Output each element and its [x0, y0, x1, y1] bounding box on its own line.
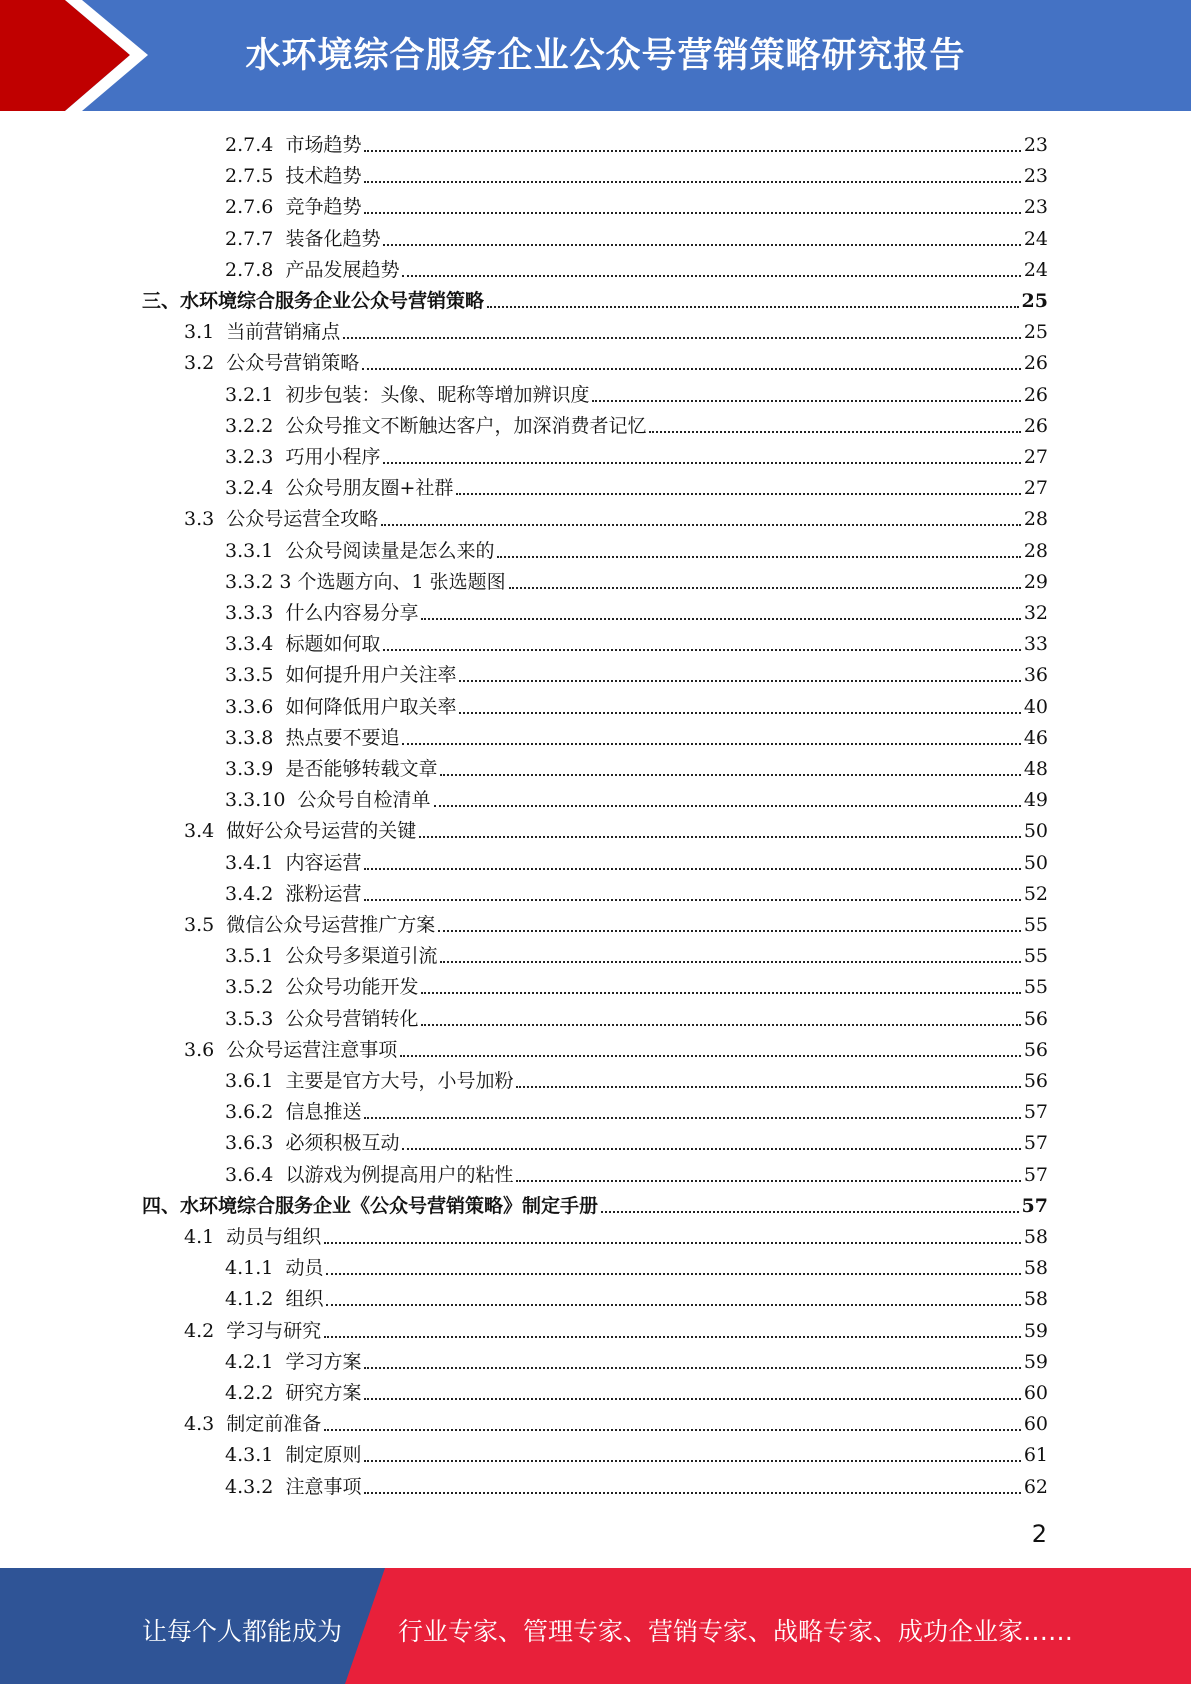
toc-entry[interactable] — [225, 1001, 1048, 1032]
toc-entry-number: 3.3.3 — [225, 602, 286, 624]
toc-entry-title: 公众号朋友圈+社群 — [285, 477, 454, 500]
toc-entry-page: 29 — [1023, 570, 1048, 593]
toc-entry-page: 58 — [1023, 1288, 1048, 1311]
toc-dot-leader — [516, 1179, 1020, 1182]
toc-entry[interactable] — [225, 689, 1048, 720]
toc-entry-number: 3.2.3 — [225, 446, 286, 468]
toc-dot-leader — [383, 648, 1020, 651]
toc-dot-leader — [438, 929, 1021, 932]
toc-dot-leader — [459, 711, 1020, 714]
toc-entry-page: 52 — [1023, 882, 1048, 905]
toc-entry[interactable] — [225, 720, 1048, 751]
toc-dot-leader — [516, 1085, 1020, 1088]
toc-entry[interactable] — [225, 1281, 1048, 1312]
toc-entry-title: 涨粉运营 — [285, 882, 362, 905]
toc-entry-page: 46 — [1023, 726, 1048, 749]
footer-slogan-left: 让每个人都能成为 — [142, 1617, 343, 1646]
toc-entry[interactable] — [225, 408, 1048, 439]
toc-entry-title: 公众号运营全攻略 — [226, 508, 379, 531]
toc-entry-page: 59 — [1023, 1319, 1048, 1342]
toc-dot-leader — [419, 835, 1021, 838]
toc-entry-page: 60 — [1023, 1413, 1048, 1436]
toc-entry[interactable] — [225, 1437, 1048, 1468]
toc-dot-leader — [440, 773, 1020, 776]
toc-entry-page: 58 — [1023, 1257, 1048, 1280]
toc-entry-number: 3.3.5 — [225, 664, 286, 687]
toc-entry-number: 3.2.4 — [225, 477, 286, 500]
toc-entry[interactable] — [225, 876, 1048, 907]
toc-entry-title: 初步包装：头像、昵称等增加辨识度 — [285, 383, 590, 406]
toc-entry-number: 3.4.2 — [225, 882, 286, 905]
toc-entry-title: 什么内容易分享 — [285, 602, 419, 624]
toc-entry-page: 61 — [1023, 1444, 1048, 1467]
toc-entry-number: 4.2 — [184, 1319, 227, 1342]
toc-entry-title: 热点要不要追 — [285, 726, 400, 749]
toc-entry-number: 3.1 — [184, 321, 227, 344]
toc-entry-number: 3.3.4 — [225, 633, 286, 656]
toc-entry-page: 59 — [1023, 1350, 1048, 1373]
toc-entry-number: 4.2.2 — [225, 1382, 286, 1404]
toc-entry-page: 28 — [1023, 508, 1048, 531]
toc-entry-title: 3 个选题方向、1 张选题图 — [279, 570, 506, 593]
toc-dot-leader — [421, 991, 1020, 994]
toc-entry-number: 4.3.2 — [225, 1475, 286, 1498]
toc-entry-title: 以游戏为例提高用户的粘性 — [285, 1163, 514, 1186]
toc-entry-title: 主要是官方大号，小号加粉 — [285, 1070, 514, 1092]
toc-entry-page: 57 — [1023, 1132, 1048, 1155]
toc-entry-page: 36 — [1023, 664, 1048, 687]
toc-entry[interactable] — [225, 564, 1048, 595]
toc-entry-title: 竞争趋势 — [285, 196, 362, 219]
toc-entry-number: 3.3.10 — [225, 789, 298, 812]
toc-entry-number: 3.2 — [184, 352, 227, 375]
toc-entry[interactable] — [184, 501, 1048, 532]
toc-entry-number: 3.5.1 — [225, 945, 286, 968]
toc-dot-leader — [362, 367, 1021, 370]
toc-entry-page: 26 — [1023, 352, 1048, 375]
toc-entry[interactable] — [225, 1063, 1048, 1094]
toc-entry-title: 必须积极互动 — [285, 1132, 400, 1155]
toc-dot-leader — [324, 1241, 1021, 1244]
toc-entry[interactable] — [225, 1344, 1048, 1375]
toc-entry-number: 4.3 — [184, 1413, 227, 1436]
toc-dot-leader — [402, 742, 1020, 745]
toc-entry-number: 3.3.6 — [225, 695, 286, 718]
toc-entry-title: 当前营销痛点 — [226, 321, 341, 344]
toc-entry-page: 57 — [1023, 1163, 1048, 1186]
toc-entry-number: 2.7.5 — [225, 165, 286, 188]
toc-entry[interactable] — [184, 1219, 1048, 1250]
toc-entry-title: 公众号营销转化 — [285, 1007, 419, 1030]
toc-entry-page: 23 — [1023, 165, 1048, 188]
toc-entry-page: 62 — [1023, 1475, 1048, 1498]
toc-entry-number: 3.6 — [184, 1038, 227, 1061]
toc-entry[interactable] — [225, 533, 1048, 564]
toc-entry-title: 如何降低用户取关率 — [285, 695, 457, 718]
toc-entry-page: 60 — [1023, 1382, 1048, 1404]
toc-entry[interactable] — [225, 470, 1048, 501]
toc-entry[interactable] — [184, 314, 1048, 345]
toc-entry-page: 58 — [1023, 1226, 1048, 1248]
toc-entry[interactable] — [142, 1188, 1048, 1219]
toc-entry[interactable] — [184, 1032, 1048, 1063]
toc-entry-title: 是否能够转载文章 — [285, 758, 438, 780]
toc-entry-title: 公众号多渠道引流 — [285, 945, 438, 968]
toc-entry[interactable] — [184, 813, 1048, 844]
toc-entry-page: 25 — [1021, 290, 1048, 312]
toc-entry-page: 50 — [1023, 851, 1048, 874]
toc-entry-title: 制定原则 — [285, 1444, 362, 1467]
toc-entry[interactable] — [225, 127, 1048, 158]
toc-entry-title: 水环境综合服务企业公众号营销策略 — [180, 290, 485, 312]
toc-dot-leader — [326, 1272, 1020, 1275]
toc-dot-leader — [364, 867, 1020, 870]
toc-entry-title: 装备化趋势 — [285, 227, 381, 250]
toc-dot-leader — [421, 617, 1020, 620]
toc-entry-title: 市场趋势 — [285, 134, 362, 156]
toc-entry-title: 公众号阅读量是怎么来的 — [285, 539, 495, 562]
toc-entry-number: 3.6.2 — [225, 1101, 286, 1124]
toc-entry[interactable] — [184, 1406, 1048, 1437]
toc-dot-leader — [364, 1397, 1020, 1400]
toc-entry-number: 3.4 — [184, 820, 227, 843]
toc-dot-leader — [601, 1210, 1019, 1213]
toc-entry-page: 32 — [1023, 602, 1048, 624]
toc-entry-page: 25 — [1023, 321, 1048, 344]
toc-entry-title: 巧用小程序 — [285, 446, 381, 468]
toc-entry[interactable] — [225, 377, 1048, 408]
toc-entry-page: 26 — [1023, 383, 1048, 406]
toc-dot-leader — [421, 1023, 1020, 1026]
toc-entry[interactable] — [225, 158, 1048, 189]
toc-entry[interactable] — [142, 283, 1048, 314]
toc-entry-title: 组织 — [285, 1288, 324, 1311]
toc-entry-page: 49 — [1023, 789, 1048, 812]
toc-entry-number: 3.3.9 — [225, 758, 286, 780]
toc-entry[interactable] — [225, 221, 1048, 252]
toc-entry[interactable] — [225, 1469, 1048, 1500]
toc-entry-number: 3.2.1 — [225, 383, 286, 406]
toc-entry-page: 55 — [1023, 914, 1048, 936]
page-number: 2 — [1031, 1520, 1047, 1548]
toc-entry-page: 28 — [1023, 539, 1048, 562]
toc-entry[interactable] — [225, 439, 1048, 470]
toc-entry-page: 50 — [1023, 820, 1048, 843]
toc-entry[interactable] — [184, 1313, 1048, 1344]
toc-entry-title: 动员与组织 — [226, 1226, 322, 1248]
toc-entry[interactable] — [225, 1125, 1048, 1156]
toc-dot-leader — [364, 1366, 1020, 1369]
toc-entry-page: 56 — [1023, 1038, 1048, 1061]
toc-entry-title: 信息推送 — [285, 1101, 362, 1124]
toc-entry-title: 公众号功能开发 — [285, 976, 419, 999]
toc-entry-number: 4.2.1 — [225, 1350, 286, 1373]
toc-entry-title: 动员 — [285, 1257, 324, 1280]
toc-entry-number: 3.6.1 — [225, 1070, 286, 1092]
toc-dot-leader — [364, 211, 1020, 214]
footer-slogan-right: 行业专家、管理专家、营销专家、战略专家、成功企业家…… — [398, 1617, 1074, 1646]
toc-dot-leader — [364, 898, 1020, 901]
toc-dot-leader — [459, 679, 1020, 682]
toc-entry-title: 研究方案 — [285, 1382, 362, 1404]
toc-entry-page: 57 — [1021, 1194, 1048, 1217]
toc-dot-leader — [383, 243, 1020, 246]
toc-entry-number: 3.5.2 — [225, 976, 286, 999]
toc-entry-page: 24 — [1023, 258, 1048, 281]
toc-entry[interactable] — [225, 595, 1048, 626]
toc-entry[interactable] — [225, 1157, 1048, 1188]
toc-dot-leader — [402, 274, 1020, 277]
toc-entry-number: 4.3.1 — [225, 1444, 286, 1467]
toc-entry-number: 3.5.3 — [225, 1007, 286, 1030]
toc-dot-leader — [456, 492, 1020, 495]
toc-entry-title: 标题如何取 — [285, 633, 381, 656]
toc-entry-number: 3.4.1 — [225, 851, 286, 874]
toc-entry-number: 4.1.2 — [225, 1288, 286, 1311]
toc-dot-leader — [364, 1491, 1020, 1494]
toc-dot-leader — [364, 1116, 1020, 1119]
toc-dot-leader — [364, 180, 1020, 183]
toc-entry[interactable] — [225, 938, 1048, 969]
toc-entry-title: 学习方案 — [285, 1350, 362, 1373]
toc-entry-number: 2.7.7 — [225, 227, 286, 250]
toc-entry-number: 三、 — [142, 290, 181, 312]
toc-entry-number: 3.3.2 — [225, 570, 280, 593]
toc-entry-title: 制定前准备 — [226, 1413, 322, 1436]
toc-dot-leader — [324, 1428, 1021, 1431]
toc-entry-page: 23 — [1023, 196, 1048, 219]
toc-entry-number: 2.7.4 — [225, 134, 286, 156]
toc-dot-leader — [364, 149, 1020, 152]
toc-entry-number: 4.1 — [184, 1226, 227, 1248]
toc-entry-page: 48 — [1023, 758, 1048, 780]
toc-dot-leader — [509, 586, 1021, 589]
toc-entry-page: 57 — [1023, 1101, 1048, 1124]
toc-entry-page: 23 — [1023, 134, 1048, 156]
toc-entry-title: 水环境综合服务企业《公众号营销策略》制定手册 — [180, 1194, 599, 1217]
toc-entry[interactable] — [225, 845, 1048, 876]
toc-dot-leader — [381, 523, 1021, 526]
toc-dot-leader — [487, 305, 1019, 308]
toc-entry-number: 3.3.8 — [225, 726, 286, 749]
toc-entry[interactable] — [225, 782, 1048, 813]
toc-entry-title: 如何提升用户关注率 — [285, 664, 457, 687]
toc-entry-title: 注意事项 — [285, 1475, 362, 1498]
toc-entry-page: 24 — [1023, 227, 1048, 250]
toc-entry-page: 55 — [1023, 945, 1048, 968]
toc-entry[interactable] — [184, 345, 1048, 376]
toc-dot-leader — [400, 1054, 1021, 1057]
toc-entry-number: 3.3 — [184, 508, 227, 531]
toc-entry-number: 2.7.8 — [225, 258, 286, 281]
toc-entry-title: 公众号自检清单 — [297, 789, 431, 812]
toc-entry[interactable] — [225, 969, 1048, 1000]
report-title: 水环境综合服务企业公众号营销策略研究报告 — [245, 36, 966, 76]
toc-dot-leader — [497, 555, 1020, 558]
toc-entry-page: 27 — [1023, 446, 1048, 468]
toc-entry-number: 3.6.4 — [225, 1163, 286, 1186]
toc-dot-leader — [383, 461, 1020, 464]
toc-entry-title: 学习与研究 — [226, 1319, 322, 1342]
toc-entry-number: 2.7.6 — [225, 196, 286, 219]
toc-entry-title: 技术趋势 — [285, 165, 362, 188]
toc-entry-title: 内容运营 — [285, 851, 362, 874]
toc-entry[interactable] — [225, 751, 1048, 782]
toc-entry[interactable] — [225, 1094, 1048, 1125]
toc-dot-leader — [324, 1335, 1021, 1338]
toc-entry-title: 微信公众号运营推广方案 — [226, 914, 436, 936]
page-header — [0, 0, 1191, 111]
toc-entry-page: 40 — [1023, 695, 1048, 718]
toc-entry-title: 公众号运营注意事项 — [226, 1038, 398, 1061]
toc-entry-number: 四、 — [142, 1194, 181, 1217]
toc-entry[interactable] — [225, 657, 1048, 688]
toc-entry-page: 27 — [1023, 477, 1048, 500]
toc-dot-leader — [592, 399, 1020, 402]
toc-dot-leader — [649, 430, 1020, 433]
toc-dot-leader — [326, 1303, 1020, 1306]
toc-entry[interactable] — [225, 189, 1048, 220]
toc-entry-page: 56 — [1023, 1007, 1048, 1030]
toc-dot-leader — [402, 1147, 1020, 1150]
toc-entry-title: 产品发展趋势 — [285, 258, 400, 281]
toc-entry-title: 公众号推文不断触达客户，加深消费者记忆 — [285, 414, 647, 437]
toc-entry[interactable] — [225, 252, 1048, 283]
toc-entry-title: 公众号营销策略 — [226, 352, 360, 375]
toc-entry[interactable] — [225, 1375, 1048, 1406]
toc-entry-number: 3.3.1 — [225, 539, 286, 562]
toc-entry-page: 56 — [1023, 1070, 1048, 1092]
toc-entry[interactable] — [225, 1250, 1048, 1281]
toc-entry-page: 26 — [1023, 414, 1048, 437]
toc-dot-leader — [364, 1459, 1020, 1462]
toc-entry[interactable] — [225, 626, 1048, 657]
toc-entry-page: 55 — [1023, 976, 1048, 999]
toc-dot-leader — [343, 336, 1021, 339]
toc-entry-number: 3.2.2 — [225, 414, 286, 437]
toc-entry-page: 33 — [1023, 633, 1048, 656]
toc-entry[interactable] — [184, 907, 1048, 938]
page-footer — [0, 1568, 1191, 1684]
toc-entry-title: 做好公众号运营的关键 — [226, 820, 417, 843]
toc-entry-number: 3.5 — [184, 914, 227, 936]
toc-dot-leader — [440, 960, 1020, 963]
toc-entry-number: 3.6.3 — [225, 1132, 286, 1155]
toc-dot-leader — [434, 804, 1021, 807]
toc-entry-number: 4.1.1 — [225, 1257, 286, 1280]
